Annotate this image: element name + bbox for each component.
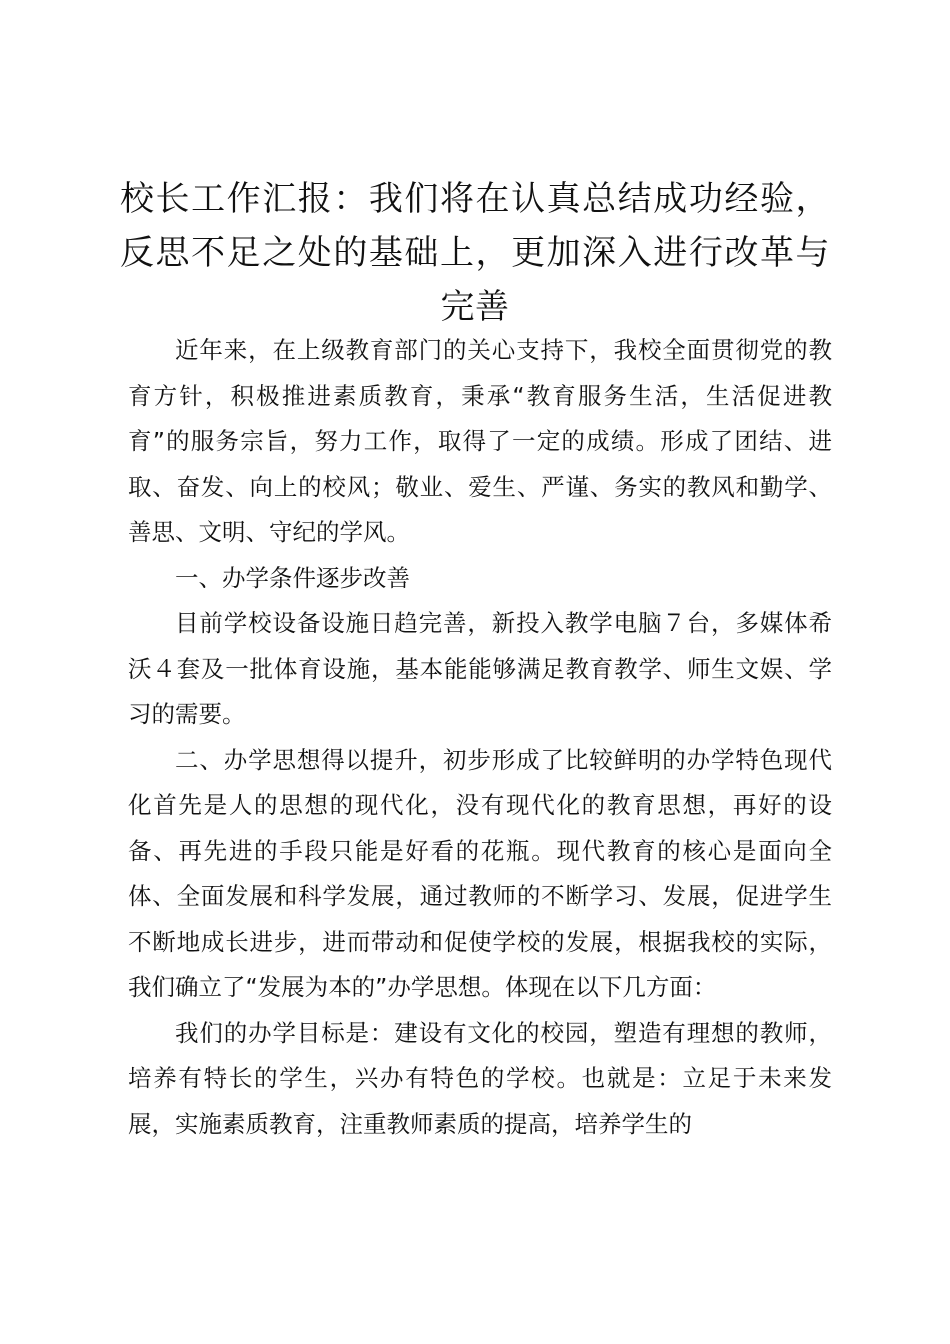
paragraph-facilities: 目前学校设备设施日趋完善，新投入教学电脑７台，多媒体希沃４套及一批体育设施，基本能能够满足教育教学、师生文娱、学习的需要。 [128,609,832,728]
document-title: 校长工作汇报：我们将在认真总结成功经验，反思不足之处的基础上，更加深入进行改革与完善 [120,179,830,327]
paragraph-intro: 近年来，在上级教育部门的关心支持下，我校全面贯彻党的教育方针，积极推进素质教育，秉承“教育服务生活，生活促进教育”的服务宗旨，努力工作，取得了一定的成绩。形成了团结、进取、奋发、向上的校风；敬业、爱生、严谨、务实的教风和勤学、善思、文明、守纪的学风。 [128,336,832,546]
section-heading-1: 一、办学条件逐步改善 [175,563,410,592]
document-body [128,328,832,1147]
paragraph-philosophy: 二、办学思想得以提升，初步形成了比较鲜明的办学特色现代化首先是人的思想的现代化，没有现代化的教育思想，再好的设备、再先进的手段只能是好看的花瓶。现代教育的核心是面向全体、全面发展和科学发展，通过教师的不断学习、发展，促进学生不断地成长进步，进而带动和促使学校的发展，根据我校的实际，我们确立了“发展为本的”办学思想。体现在以下几方面： [128,745,832,1001]
paragraph-goals: 我们的办学目标是：建设有文化的校园，塑造有理想的教师，培养有特长的学生，兴办有特色的学校。也就是：立足于未来发展，实施素质教育，注重教师素质的提高，培养学生的 [128,1018,832,1138]
